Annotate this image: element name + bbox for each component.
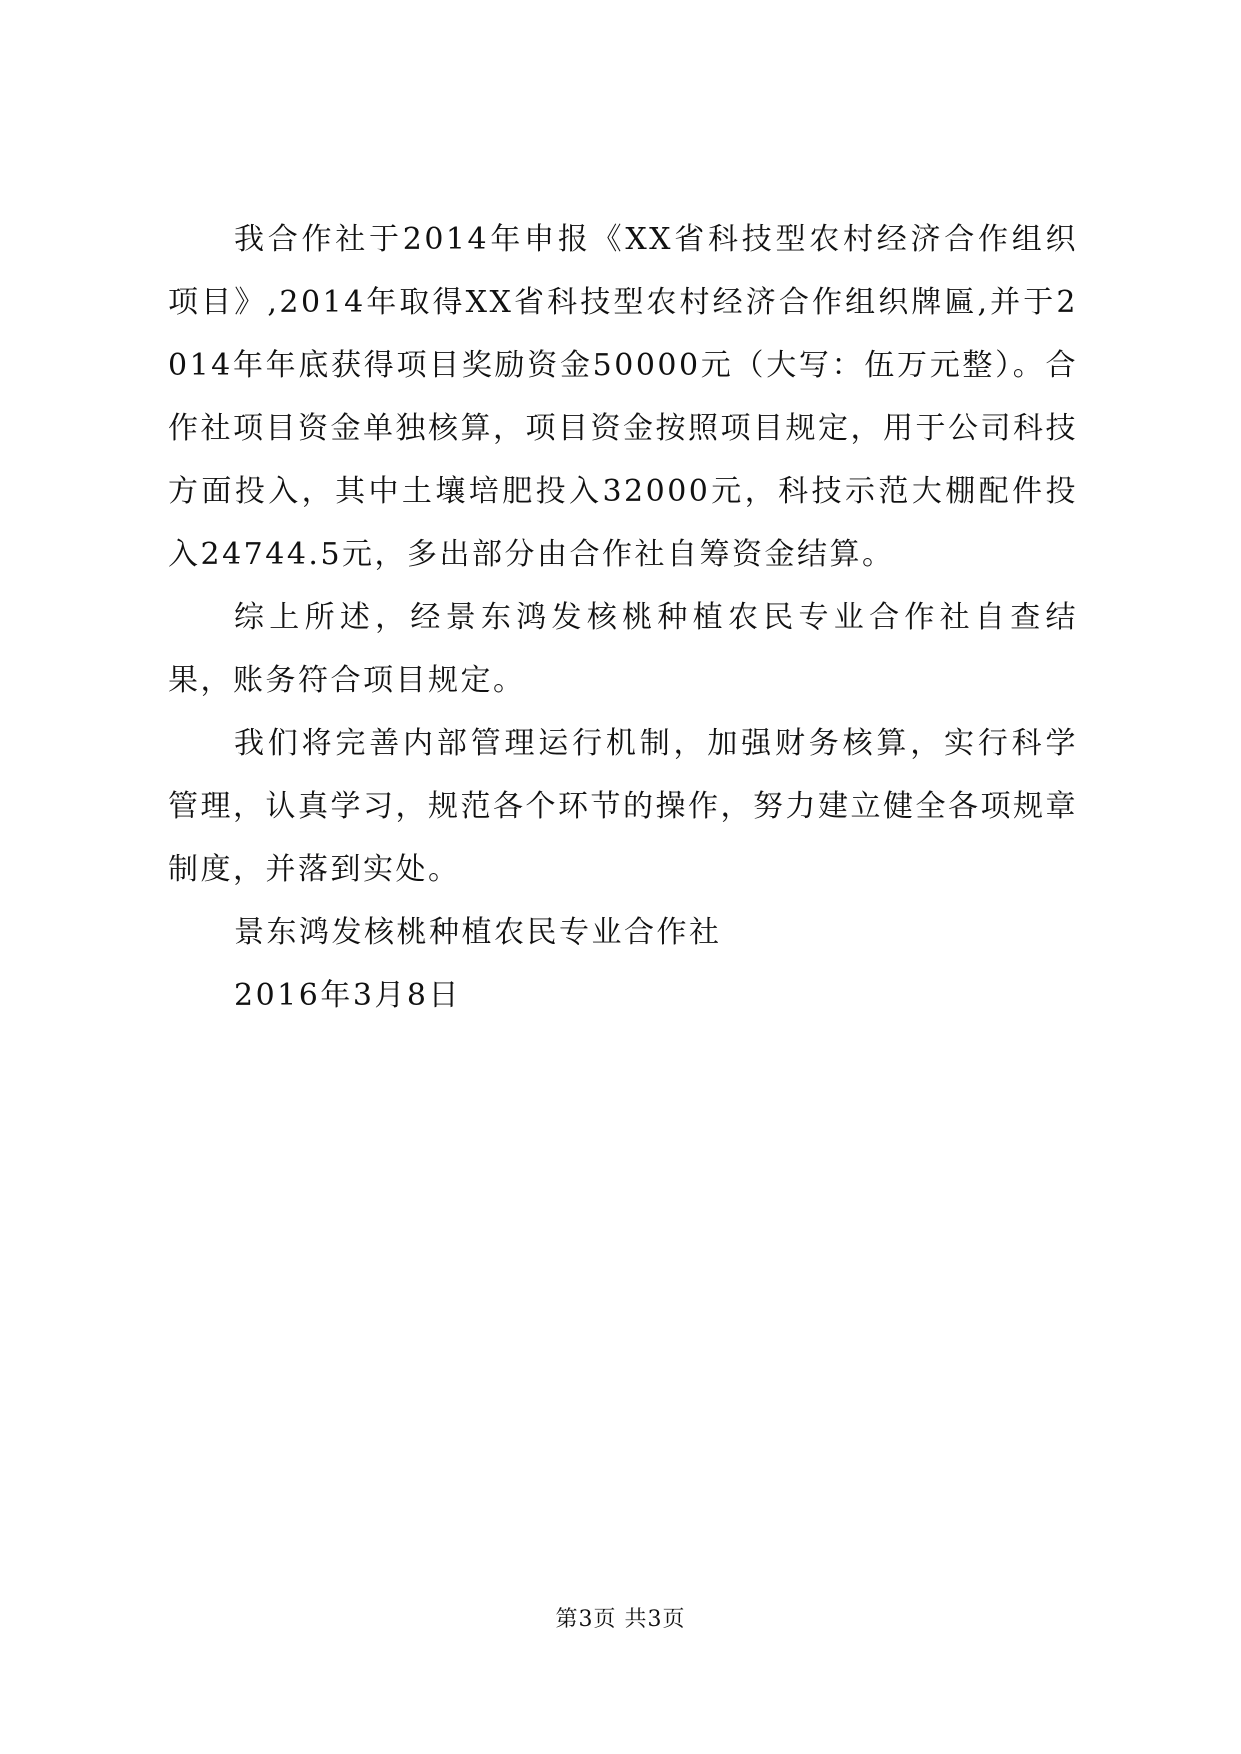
paragraph-commitment: 我们将完善内部管理运行机制，加强财务核算，实行科学管理，认真学习，规范各个环节的操作，努力建立健全各项规章制度，并落到实处。 xyxy=(168,726,1078,887)
document-body xyxy=(168,208,1078,1027)
signature-organization: 景东鸿发核桃种植农民专业合作社 xyxy=(234,915,722,950)
paragraph-summary: 综上所述，经景东鸿发核桃种植农民专业合作社自查结果，账务符合项目规定。 xyxy=(168,600,1078,698)
signature-date: 2016年3月8日 xyxy=(234,978,462,1013)
paragraph-project-funds: 我合作社于2014年申报《XX省科技型农村经济合作组织项目》,2014年取得XX省科技型农村经济合作组织牌匾,并于2014年年底获得项目奖励资金50000元（大写：伍万元整）。合作社项目资金单独核算，项目资金按照项目规定，用于公司科技方面投入，其中土壤培肥投入32000元，科技示范大棚配件投入24744.5元，多出部分由合作社自筹资金结算。 xyxy=(168,222,1078,572)
page-number-footer: 第3页 共3页 xyxy=(555,1607,686,1632)
